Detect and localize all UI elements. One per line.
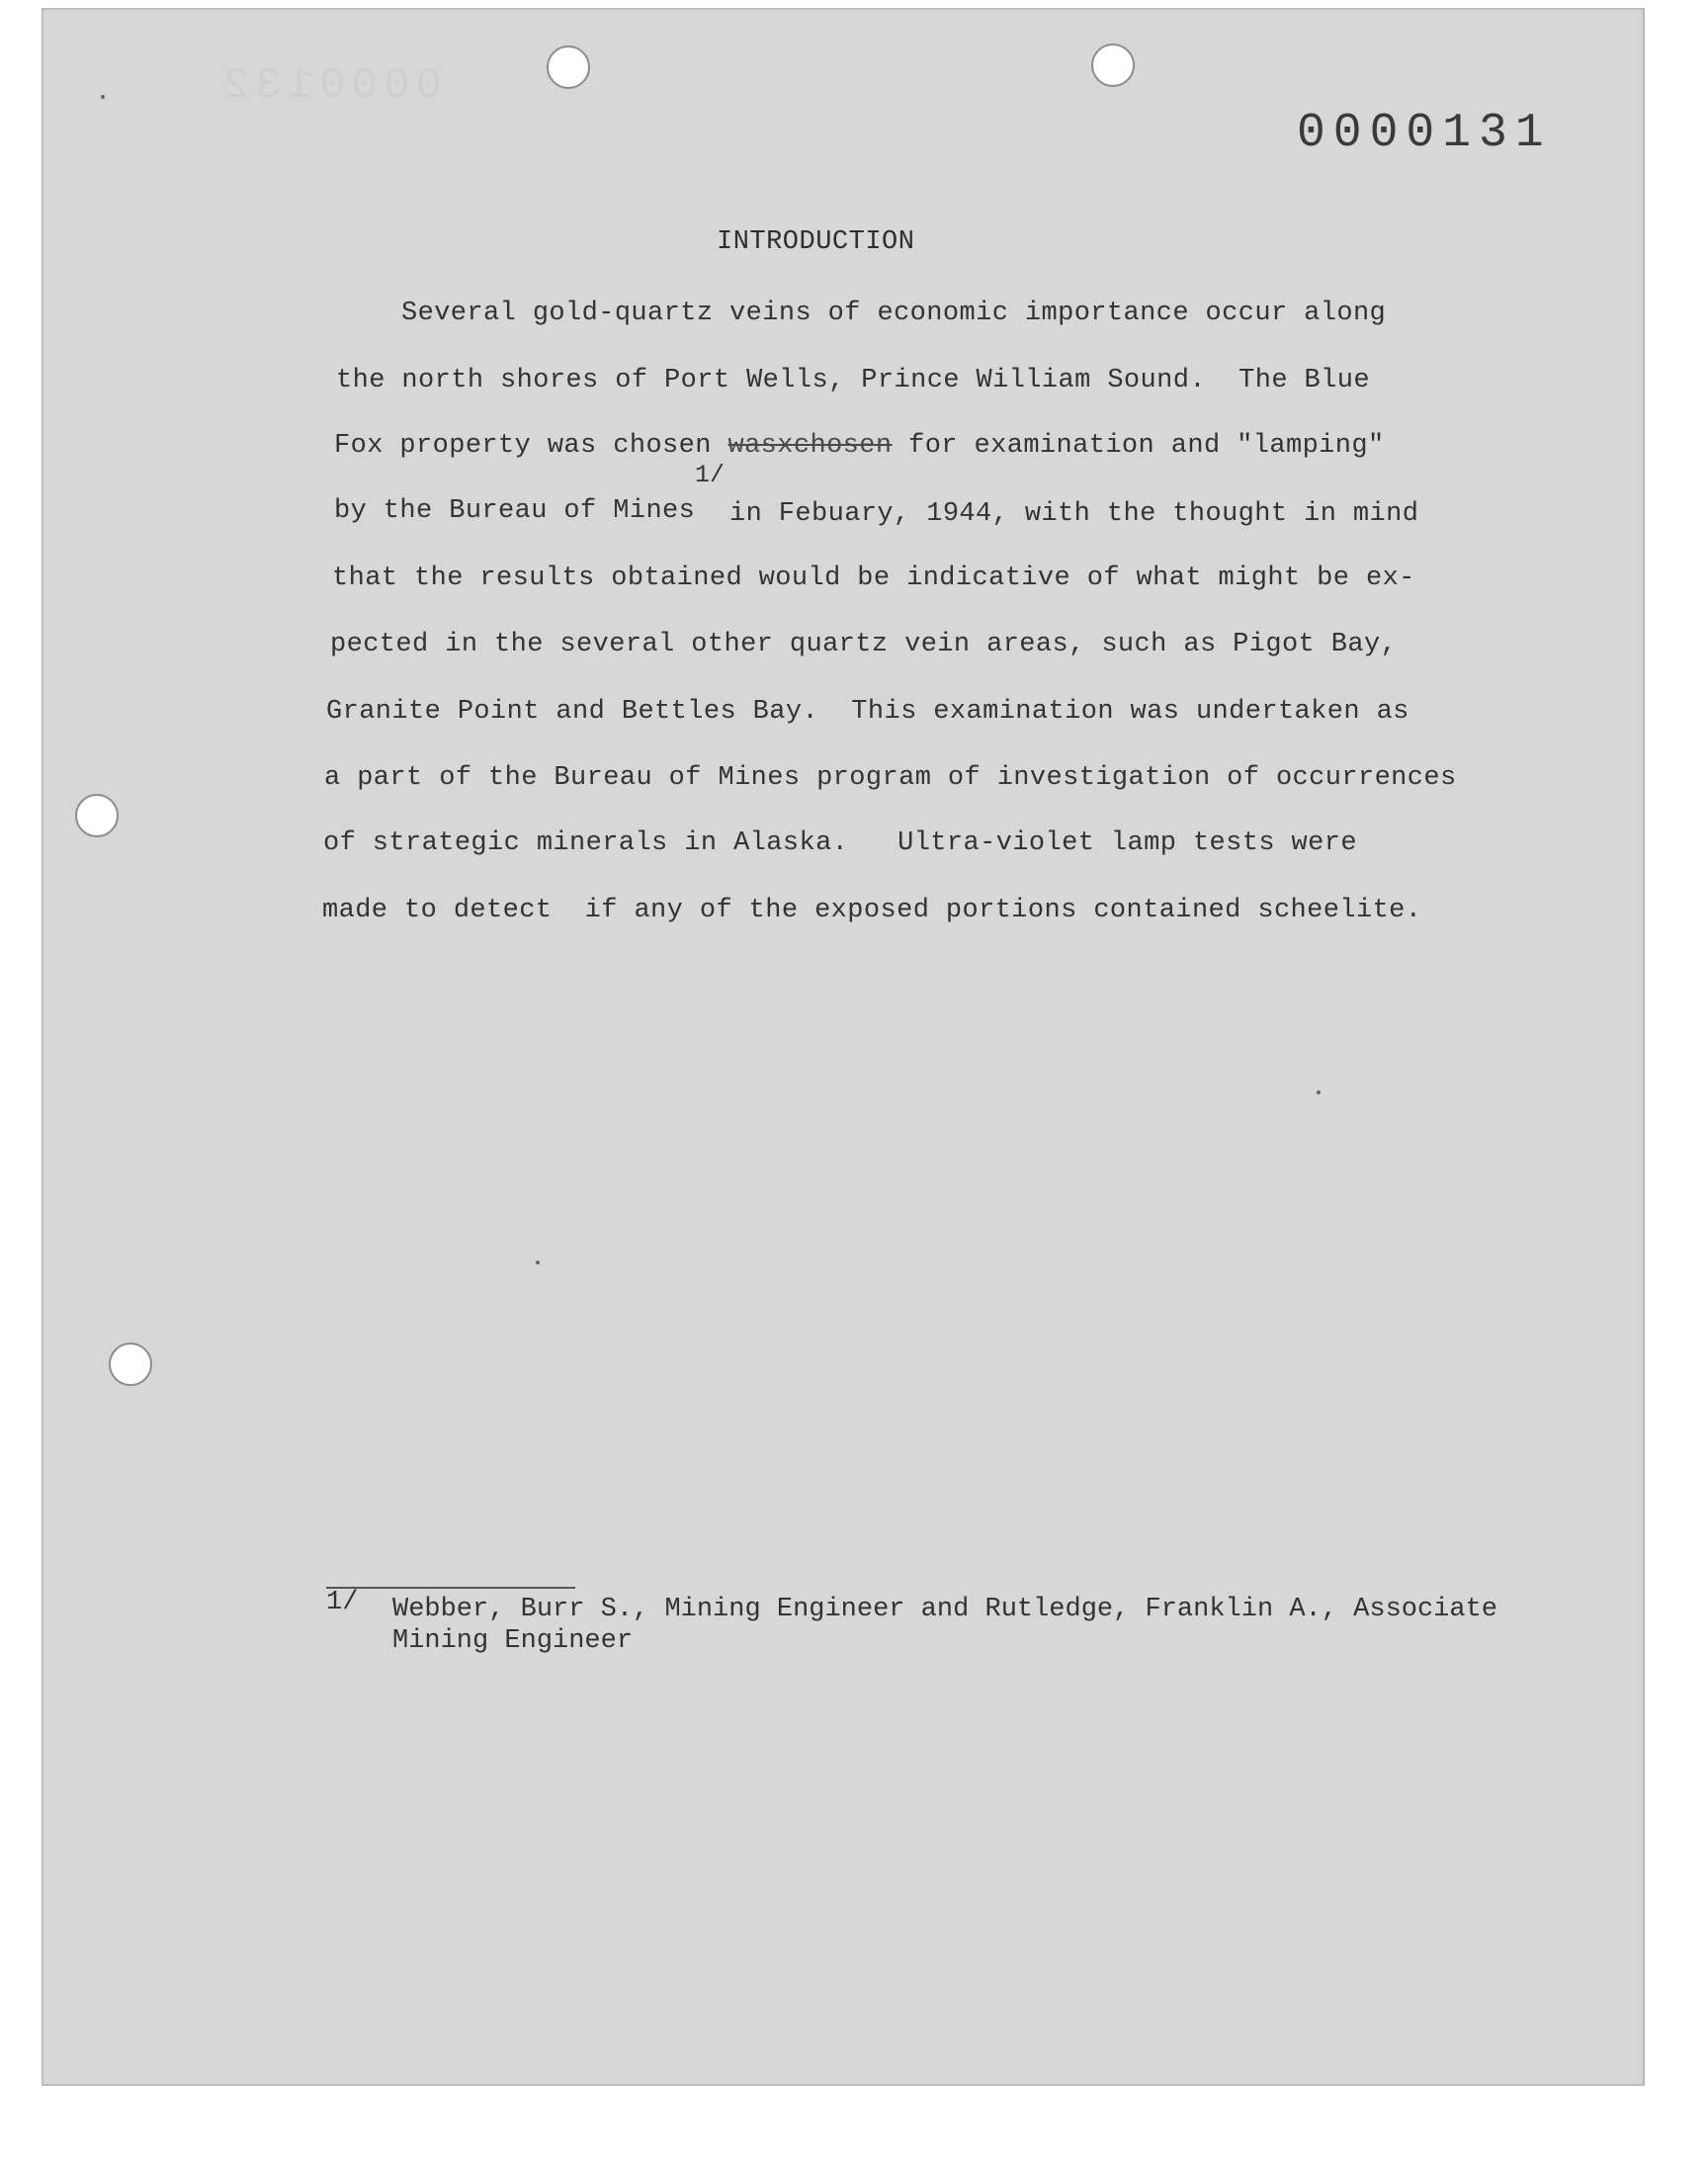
punch-hole-left-upper <box>75 794 119 837</box>
page-number: 0000131 <box>1297 107 1552 160</box>
body-line-3-end: for examination and "lamping" <box>892 431 1385 461</box>
body-line-9: of strategic minerals in Alaska. Ultra-violet lamp tests were <box>323 828 1357 858</box>
scan-speck <box>536 1261 540 1264</box>
footnote-divider <box>326 1587 575 1589</box>
body-line-4-start: by the Bureau of Mines <box>334 496 696 526</box>
body-line-8: a part of the Bureau of Mines program of investigation of occurrences <box>324 763 1457 793</box>
punch-hole-left-lower <box>109 1343 152 1386</box>
body-line-3 <box>334 431 1385 461</box>
body-line-1: Several gold-quartz veins of economic importance occur along <box>401 299 1387 328</box>
body-line-10: made to detect if any of the exposed portions contained scheelite. <box>322 896 1422 925</box>
scan-speck <box>1317 1090 1321 1094</box>
body-line-6: pected in the several other quartz vein areas, such as Pigot Bay, <box>330 630 1398 659</box>
punch-hole-top-left <box>547 45 590 89</box>
footnote-text-line-2: Mining Engineer <box>392 1626 634 1656</box>
bleed-through-number: 0000132 <box>217 61 442 111</box>
body-line-5: that the results obtained would be indicative of what might be ex- <box>332 564 1415 593</box>
body-line-7: Granite Point and Bettles Bay. This examination was undertaken as <box>326 697 1409 727</box>
scan-speck <box>101 95 105 99</box>
struck-out-text: wasxchosen <box>727 431 893 461</box>
body-line-4-end: in Febuary, 1944, with the thought in mind <box>729 499 1419 529</box>
footnote-reference: 1/ <box>695 461 726 489</box>
footnote-marker: 1/ <box>326 1588 359 1617</box>
punch-hole-top-right <box>1091 44 1135 87</box>
body-line-3-start: Fox property was chosen <box>334 431 728 461</box>
footnote-text-line-1: Webber, Burr S., Mining Engineer and Rutledge, Franklin A., Associate <box>392 1595 1497 1624</box>
body-line-2: the north shores of Port Wells, Prince William Sound. The Blue <box>336 366 1370 395</box>
footnote-text <box>392 1594 1497 1657</box>
page-title: INTRODUCTION <box>717 227 915 257</box>
